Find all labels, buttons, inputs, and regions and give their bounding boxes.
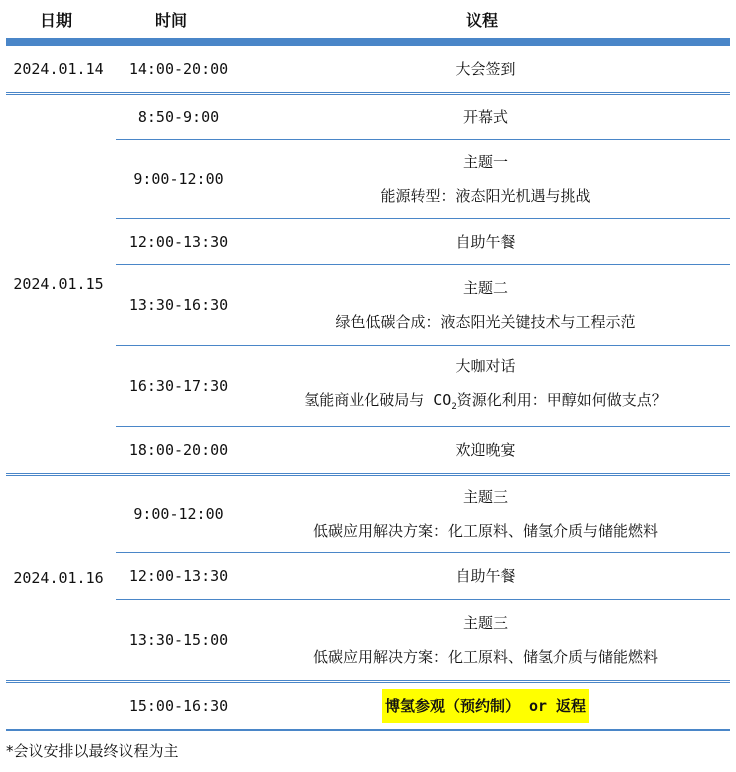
agenda-subtitle: 低碳应用解决方案：化工原料、储氢介质与储能燃料	[312, 522, 658, 540]
agenda-title: 欢迎晚宴	[455, 441, 516, 459]
table-row	[6, 476, 730, 552]
table-row	[6, 683, 730, 729]
agenda-cell	[241, 95, 730, 139]
agenda-title: 主题三	[462, 614, 508, 632]
date-cell: 2024.01.15	[13, 275, 104, 293]
time-cell: 15:00-16:30	[128, 697, 229, 715]
table-bottom-border	[6, 729, 730, 731]
header-date: 日期	[40, 11, 73, 30]
agenda-cell	[241, 476, 730, 552]
header-agenda: 议程	[466, 11, 499, 30]
header-time: 时间	[155, 11, 188, 30]
time-cell: 13:30-15:00	[128, 631, 229, 649]
subscript-2: 2	[451, 401, 457, 412]
time-cell: 9:00-12:00	[133, 170, 224, 188]
time-cell: 18:00-20:00	[128, 441, 229, 459]
table-header	[0, 0, 736, 38]
agenda-title: 自助午餐	[455, 567, 516, 585]
agenda-title: 开幕式	[462, 108, 508, 126]
agenda-subtitle: 低碳应用解决方案：化工原料、储氢介质与储能燃料	[312, 648, 658, 666]
agenda-title: 主题二	[462, 279, 508, 297]
agenda-cell	[241, 265, 730, 345]
time-cell: 14:00-20:00	[128, 60, 229, 78]
agenda-subtitle: 绿色低碳合成：液态阳光关键技术与工程示范	[335, 313, 636, 331]
time-cell: 12:00-13:30	[128, 232, 229, 251]
time-cell: 9:00-12:00	[133, 505, 224, 523]
agenda-title: 大会签到	[455, 60, 516, 78]
date-cell: 2024.01.14	[13, 60, 104, 78]
agenda-subtitle: 能源转型：液态阳光机遇与挑战	[380, 187, 591, 205]
agenda-cell	[241, 219, 730, 264]
table-row	[6, 219, 730, 264]
time-cell: 16:30-17:30	[128, 377, 229, 395]
agenda-title: 大咖对话	[455, 356, 516, 375]
agenda-cell	[241, 140, 730, 218]
agenda-cell	[241, 346, 730, 426]
agenda-cell	[241, 427, 730, 473]
agenda-subtitle-part: 氢能商业化破局与 CO	[304, 390, 452, 409]
time-cell: 12:00-13:30	[128, 567, 229, 585]
agenda-subtitle-part: 资源化利用：甲醇如何做支点？	[456, 390, 667, 409]
footnote: *会议安排以最终议程为主	[6, 742, 179, 760]
agenda-title: 主题一	[462, 153, 508, 171]
table-row	[6, 46, 730, 92]
agenda-cell	[241, 553, 730, 599]
agenda-cell	[241, 46, 730, 92]
table-row	[6, 600, 730, 680]
table-row	[6, 427, 730, 473]
header-bar	[6, 38, 730, 46]
table-row	[6, 140, 730, 218]
agenda-title: 自助午餐	[455, 232, 516, 251]
agenda-cell	[241, 600, 730, 680]
highlighted-agenda: 博氢参观（预约制） or 返程	[382, 689, 589, 723]
time-cell: 13:30-16:30	[128, 296, 229, 314]
date-cell: 2024.01.16	[13, 569, 104, 587]
agenda-subtitle	[304, 383, 667, 424]
agenda-cell	[241, 683, 730, 729]
table-row	[6, 95, 730, 139]
agenda-title: 主题三	[462, 488, 508, 506]
table-row	[6, 346, 730, 426]
table-row	[6, 553, 730, 599]
table-row	[6, 265, 730, 345]
time-cell: 8:50-9:00	[137, 108, 220, 126]
